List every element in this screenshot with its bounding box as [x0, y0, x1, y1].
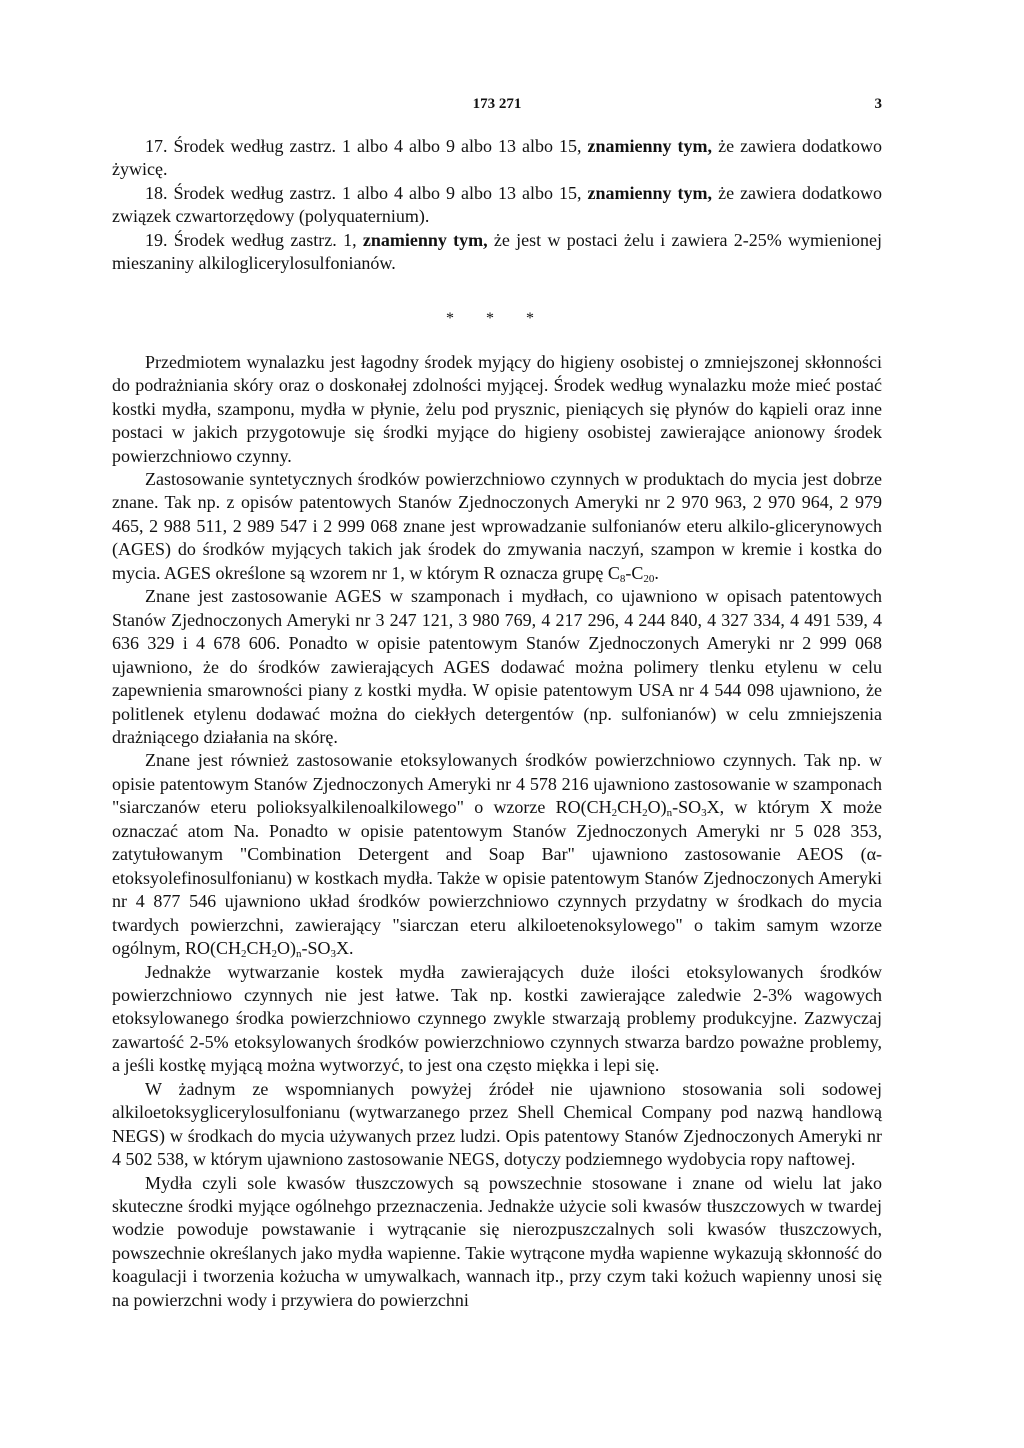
claim-keyword: znamienny tym,: [587, 136, 713, 156]
claim-lead: 17. Środek według zastrz. 1 albo 4 albo 9 albo 13 albo 15,: [145, 136, 582, 156]
paragraph-negs: W żadnym ze wspomnianych powyżej źródeł nie ujawniono stosowania soli sodowej alkiloetoksyglicerylosulfonianu (wytwarzanego przez Shell Chemical Company pod nazwą handlową NEGS) w środkach do mycia używanych przez ludzi. Opis patentowy Stanów Zjednoczonych Ameryki nr 4 502 538, w którym ujawniono zastosowanie NEGS, dotyczy podziemnego wydobycia ropy naftowej.: [112, 1078, 882, 1170]
paragraph-ethoxylated-surfactants: [112, 749, 882, 960]
subscript: 3: [701, 807, 707, 820]
subscript: 20: [643, 572, 655, 585]
page-number: 3: [874, 96, 882, 112]
formula-part: -SO: [301, 938, 331, 959]
formula-part: X.: [336, 938, 354, 959]
formula-part: -SO: [672, 797, 702, 818]
subscript: 2: [241, 948, 247, 961]
claim-keyword: znamienny tym,: [362, 229, 488, 250]
paragraph-soap-bar-problems: Jednakże wytwarzanie kostek mydła zawierających duże ilości etoksylowanych środków powierzchniowo czynnych nie jest łatwe. Tak np. kostki zawierające zaledwie 2-3% wagowych etoksylowanego środka powierzchniowo czynnego zwykle stwarzają problemy produkcyjne. Zazwyczaj zawartość 2-5% etoksylowanych środków powierzchniowo czynnych stwarza bardzo poważne problemy, a jeśli kostkę myjącą można wytworzyć, to jest ona często miękka i lepi się.: [112, 961, 882, 1076]
subscript: n: [296, 948, 302, 961]
claim-lead: 19. Środek według zastrz. 1,: [145, 229, 357, 250]
patent-number: 173 271: [472, 96, 522, 112]
paragraph-text: Zastosowanie syntetycznych środków powierzchniowo czynnych w produktach do mycia jest dobrze znane. Tak np. z opisów patentowych Stanów Zjednoczonych Ameryki nr 2 970 963, 2 970 964, 2 979 465, 2 988 511, 2 989 547 i 2 999 068 znane jest wprowadzanie sulfonianów eteru alkilo-glicerynowych (AGES) do środków myjących takich jak środek do zmywania naczyń, szampon w kremie i kostka do mycia. AGES określone są wzorem nr 1, w którym R oznacza grupę C: [112, 468, 882, 583]
paragraph-text: X, w którym X może oznaczać atom Na. Ponadto w opisie patentowym Stanów Zjednoczonych Ameryki nr 5 028 353, zatytułowanym "Combination Detergent and Soap Bar" ujawniono zastosowanie AEOS (α-etoksyolefinosulfonianu) w kostkach mydła. Także w opisie patentowym Stanów Zjednoczonych Ameryki nr 4 877 546 ujawniono układ środków powierzchniowo czynnych przydatny w środkach do mycia twardych powierzchni, zawierający "siarczan eteru alkiloetenoksylowego" o takim samym wzorze ogólnym, RO(CH: [112, 797, 882, 959]
formula-part: CH: [246, 938, 272, 959]
section-separator: * * *: [446, 309, 548, 327]
paragraph-text: Znane jest również zastosowanie etoksylowanych środków powierzchniowo czynnych. Tak np. w opisie patentowym Stanów Zjednoczonych Ameryki nr 4 578 216 ujawniono zastosowanie w szamponach "siarczanów eteru polioksyalkilenoalkilowego" o wzorze RO(CH: [112, 750, 882, 818]
claim-keyword: znamienny tym,: [587, 182, 713, 203]
subscript: 2: [642, 807, 648, 820]
subscript: n: [666, 807, 673, 820]
subscript: 2: [271, 948, 278, 961]
claim-lead: 18. Środek według zastrz. 1 albo 4 albo 9 albo 13 albo 15,: [145, 182, 582, 203]
claim-tail: że zawiera dodatkowo związek czwartorzędowy (polyquaternium).: [112, 182, 883, 227]
subscript: 8: [619, 572, 626, 585]
subscript: 2: [611, 807, 618, 820]
claim-tail: że jest w postaci żelu i zawiera 2-25% wymienionej mieszaniny alkiloglicerylosulfonianów.: [112, 229, 883, 274]
paragraph-invention-subject: Przedmiotem wynalazku jest łagodny środek myjący do higieny osobistej o zmniejszonej skłonności do podrażniania skóry oraz o doskonałej zdolności myjącej. Środek według wynalazku może mieć postać kostki mydła, szamponu, mydła w płynie, żelu pod prysznic, pieniących się płynów do kąpieli oraz inne postaci w jakich przygotowuje się środki myjące do higieny osobistej zawierające anionowy środek powierzchniowo czynny.: [112, 351, 882, 466]
claim-17: [112, 135, 882, 182]
paragraph-end: .: [654, 562, 659, 583]
document-body: [112, 135, 882, 1312]
claim-tail: że zawiera dodatkowo żywicę.: [112, 136, 883, 180]
formula-part: O): [277, 938, 297, 959]
claim-19: [112, 229, 882, 276]
paragraph-synthetic-surfactants: [112, 468, 882, 585]
formula-part: CH: [617, 797, 643, 818]
page-header: [112, 96, 882, 118]
claim-18: [112, 182, 882, 229]
paragraph-fatty-acid-soaps: Mydła czyli sole kwasów tłuszczowych są powszechnie stosowane i znane od wielu lat jako skuteczne środki myjące ogólnehgo przeznaczenia. Jednakże użycie soli kwasów tłuszczowych w twardej wodzie powoduje powstawanie i wytrącanie się nierozpuszczalnych soli kwasów tłuszczowych, powszechnie określanych jako mydła wapienne. Takie wytrącone mydła wapienne wykazują skłonność do koagulacji i tworzenia kożucha w umywalkach, wannach itp., przy czym taki kożuch wapienny unosi się na powierzchni wody i przywiera do powierzchni: [112, 1172, 882, 1310]
formula-dash: -C: [625, 562, 644, 583]
subscript: 3: [330, 948, 337, 961]
paragraph-ages-shampoos: Znane jest zastosowanie AGES w szamponach i mydłach, co ujawniono w opisach patentowych Stanów Zjednoczonych Ameryki nr 3 247 121, 3 980 769, 4 217 296, 4 244 840, 4 327 334, 4 491 539, 4 636 329 i 4 678 606. Ponadto w opisie patentowym Stanów Zjednoczonych Ameryki nr 2 999 068 ujawniono, że do środków zawierających AGES dodawać można polimery tlenku etylenu w celu zapewnienia smarowności piany z kostki mydła. W opisie patentowym USA nr 4 544 098 ujawniono, że politlenek etylenu dodawać można do ciekłych detergentów (np. sulfonianów) w celu zmniejszenia drażniącego działania na skórę.: [112, 586, 882, 747]
formula-part: O): [647, 797, 667, 818]
